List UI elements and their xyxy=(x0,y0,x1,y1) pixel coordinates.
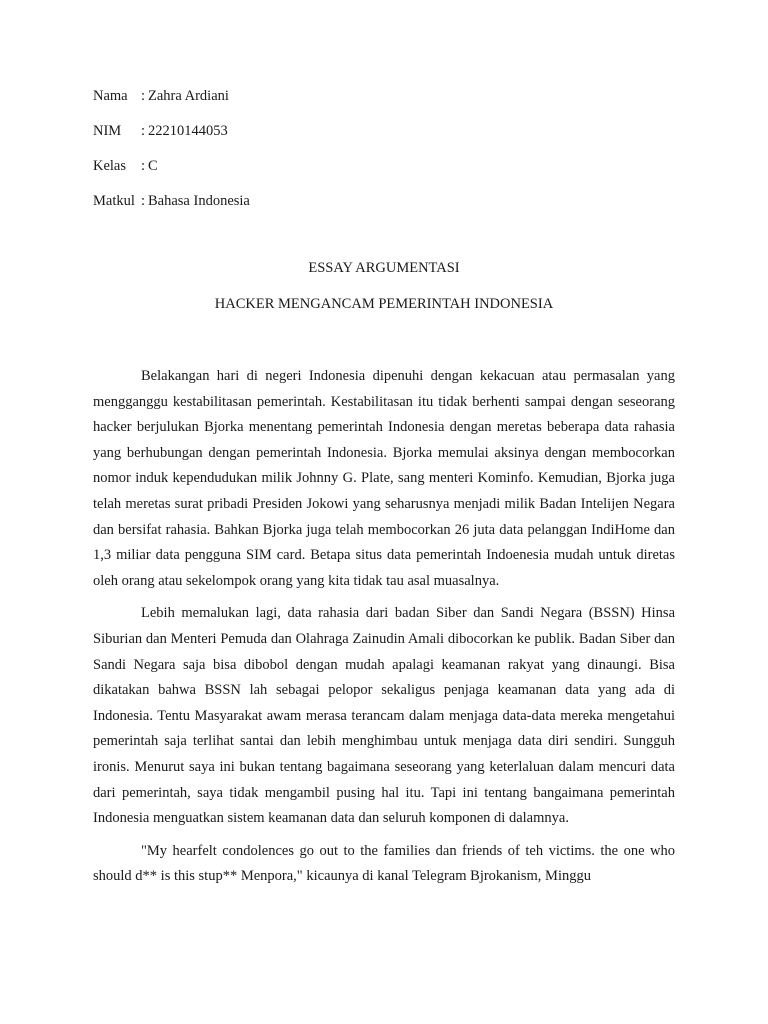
paragraph: Belakangan hari di negeri Indonesia dipenuhi dengan kekacuan atau permasalan yang mengganggu kestabilitasan pemerintah. Kestabilitasan itu tidak berhenti sampai dengan seseorang hacker berjulukan Bjorka menentang pemerintah Indonesia dengan meretas beberapa data rahasia yang berhubungan dengan pemerintah Indonesia. Bjorka memulai aksinya dengan membocorkan nomor induk kependudukan milik Johnny G. Plate, sang menteri Kominfo. Kemudian, Bjorka juga telah meretas surat pribadi Presiden Jokowi yang seharusnya menjadi milik Badan Intelijen Negara dan bersifat rahasia. Bahkan Bjorka juga telah membocorkan 26 juta data pelanggan IndiHome dan 1,3 miliar data pengguna SIM card. Betapa situs data pemerintah Indoenesia mudah untuk diretas oleh orang atau sekelompok orang yang kita tidak tau asal muasalnya. xyxy=(93,368,675,589)
info-label: Nama xyxy=(93,88,128,104)
info-value: 22210144053 xyxy=(148,123,228,139)
paragraph: Lebih memalukan lagi, data rahasia dari badan Siber dan Sandi Negara (BSSN) Hinsa Siburian dan Menteri Pemuda dan Olahraga Zainudin Amali dibocorkan ke publik. Badan Siber dan Sandi Negara saja bisa dibobol dengan mudah apalagi keamanan rakyat yang dinaungi. Bisa dikatakan bahwa BSSN lah sebagai pelopor sekaligus penjaga keamanan data yang ada di Indonesia. Tentu Masyarakat awam merasa terancam dalam menjaga data-data mereka mengetahui pemerintah saja terlihat santai dan lebih menghimbau untuk menjaga data diri sendiri. Sungguh ironis. Menurut saya ini bukan tentang bagaimana seseorang yang keterlaluan dalam mencuri data dari pemerintah, saya tidak mengambil pusing hal itu. Tapi ini tentang bangaimana pemerintah Indonesia menguatkan sistem keamanan data dan seluruh komponen di dalamnya. xyxy=(93,605,675,827)
info-value: Bahasa Indonesia xyxy=(148,193,250,209)
essay-body xyxy=(93,364,675,897)
info-separator: : xyxy=(141,158,146,174)
info-value: C xyxy=(148,158,158,174)
info-value: Zahra Ardiani xyxy=(148,88,229,104)
info-label: Kelas xyxy=(93,158,127,174)
info-separator: : xyxy=(141,123,146,139)
info-separator: : xyxy=(141,193,146,209)
info-separator: : xyxy=(141,88,146,104)
essay-type-title: ESSAY ARGUMENTASI xyxy=(308,260,460,276)
paragraph: "My hearfelt condolences go out to the families dan friends of teh victims. the one who should d** is this stup** Menpora," kicaunya di kanal Telegram Bjrokanism, Minggu xyxy=(93,842,675,885)
info-row-kelas xyxy=(93,156,250,191)
info-label: Matkul xyxy=(93,193,135,209)
student-info xyxy=(93,86,250,226)
info-row-nama xyxy=(93,86,250,121)
info-row-nim xyxy=(93,121,250,156)
info-row-matkul xyxy=(93,191,250,226)
info-label: NIM xyxy=(93,123,122,139)
essay-title: HACKER MENGANCAM PEMERINTAH INDONESIA xyxy=(214,296,554,312)
